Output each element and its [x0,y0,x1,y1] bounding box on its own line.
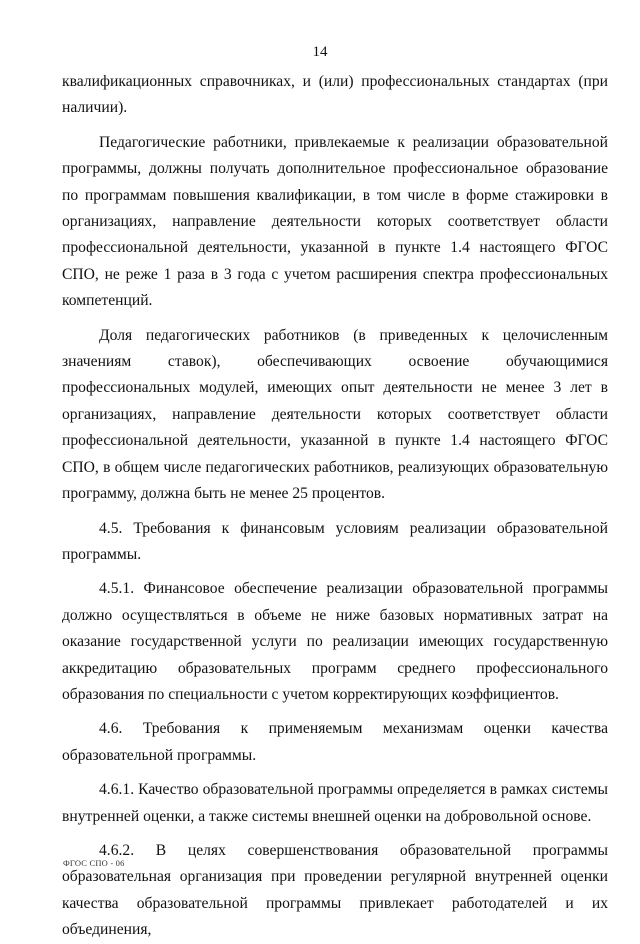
paragraph-continuation: квалификационных справочниках, и (или) профессиональных стандартах (при наличии). [62,73,608,117]
page-number: 14 [312,44,328,60]
section-heading-4-6: 4.6. Требования к применяемым механизмам оценки качества образовательной программы. [62,720,608,764]
section-heading-4-5: 4.5. Требования к финансовым условиям реализации образовательной программы. [62,519,608,563]
paragraph-4-6-1: 4.6.1. Качество образовательной программы определяется в рамках системы внутренней оценки, а также системы внешней оценки на добровольной основе. [62,781,608,825]
page-footer: ФГОС СПО - 06 [63,858,125,868]
paragraph-teacher-training: Педагогические работники, привлекаемые к реализации образовательной программы, должны получать дополнительное профессиональное образование по программам повышения квалификации, в том числе в форме стажировки в организациях, направление деятельности которых соответствует области профессиональной деятельности, указанной в пункте 1.4 настоящего ФГОС СПО, не реже 1 раза в 3 года с учетом расширения спектра профессиональных компетенций. [62,133,608,310]
paragraph-4-5-1: 4.5.1. Финансовое обеспечение реализации образовательной программы должно осуществляться в объеме не ниже базовых нормативных затрат на оказание государственной услуги по реализации имеющих государственную аккредитацию образовательных программ среднего профессионального образования по специальности с учетом корректирующих коэффициентов. [62,580,608,703]
paragraph-teacher-share: Доля педагогических работников (в приведенных к целочисленным значениям ставок), обеспечивающих освоение обучающимися профессиональных модулей, имеющих опыт деятельности не менее 3 лет в организациях, направление деятельности которых соответствует области профессиональной деятельности, указанной в пункте 1.4 настоящего ФГОС СПО, в общем числе педагогических работников, реализующих образовательную программу, должна быть не менее 25 процентов. [62,326,608,503]
paragraph-4-6-2: 4.6.2. В целях совершенствования образовательной программы образовательная организация при проведении регулярной внутренней оценки качества образовательной программы привлекает работодателей и их объединения, [62,841,608,939]
document-body [62,69,608,944]
